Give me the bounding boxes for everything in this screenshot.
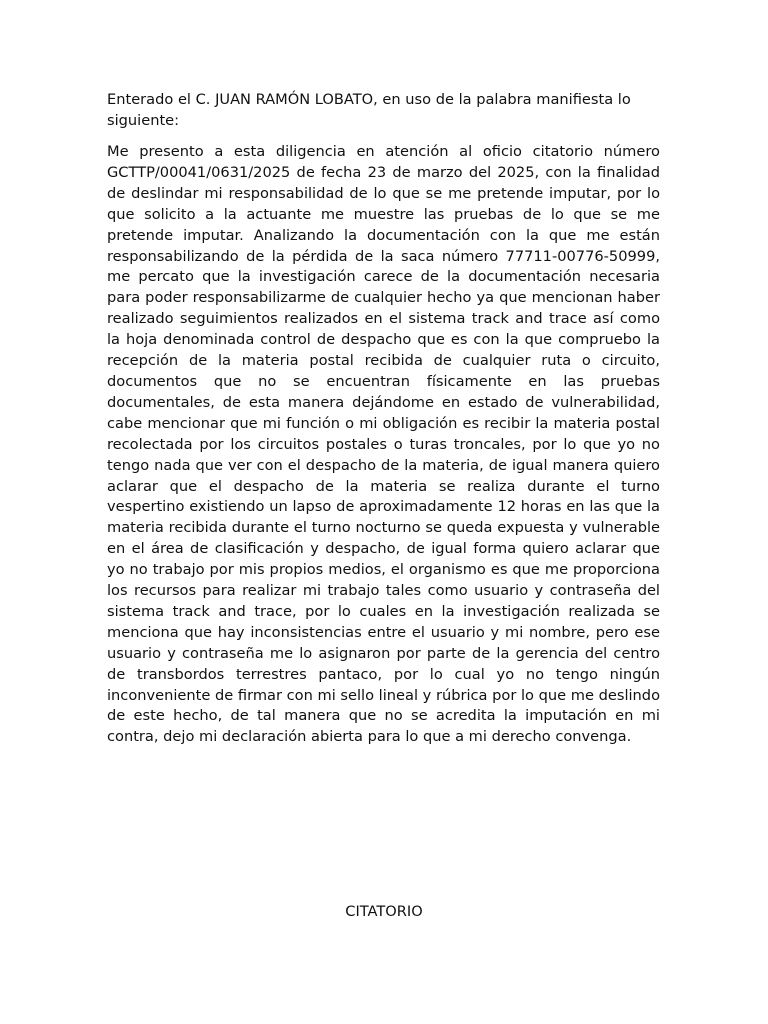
citatorio-label: CITATORIO — [345, 903, 423, 920]
intro-paragraph: Enterado el C. JUAN RAMÓN LOBATO, en uso de la palabra manifiesta lo siguiente: — [107, 91, 631, 129]
statement-paragraph: Me presento a esta diligencia en atención al oficio citatorio número GCTTP/00041/0631/2025 de fecha 23 de marzo del 2025, con la finalidad de deslindar mi responsabilidad de lo que se me pretende imputar, por lo que solicito a la actuante me muestre las pruebas de lo que se me pretende imputar. Analizando la documentación con la que me están responsabilizando de la pérdida de la saca número 77711-00776-50999, me percato que la investigación carece de la documentación necesaria para poder responsabilizarme de cualquier hecho ya que mencionan haber realizado seguimientos realizados en el sistema track and trace así como la hoja denominada control de despacho que es con la que compruebo la recepción de la materia postal recibida de cualquier ruta o circuito, documentos que no se encuentran físicamente en las pruebas documentales, de esta manera dejándome en estado de vulnerabilidad, cabe mencionar que mi función o mi obligación es recibir la materia postal recolectada por los circuitos postales o turas troncales, por lo que yo no tengo nada que ver con el despacho de la materia, de igual manera quiero aclarar que el despacho de la materia se realiza durante el turno vespertino existiendo un lapso de aproximadamente 12 horas en las que la materia recibida durante el turno nocturno se queda expuesta y vulnerable en el área de clasificación y despacho, de igual forma quiero aclarar que yo no trabajo por mis propios medios, el organismo es que me proporciona los recursos para realizar mi trabajo tales como usuario y contraseña del sistema track and trace, por lo cuales en la investigación realizada se menciona que hay inconsistencias entre el usuario y mi nombre, pero ese usuario y contraseña me lo asignaron por parte de la gerencia del centro de transbordos terrestres pantaco, por lo cual yo no tengo ningún inconveniente de firmar con mi sello lineal y rúbrica por lo que me deslindo de este hecho, de tal manera que no se acredita la imputación en mi contra, dejo mi declaración abierta para lo que a mi derecho convenga. — [107, 143, 660, 746]
